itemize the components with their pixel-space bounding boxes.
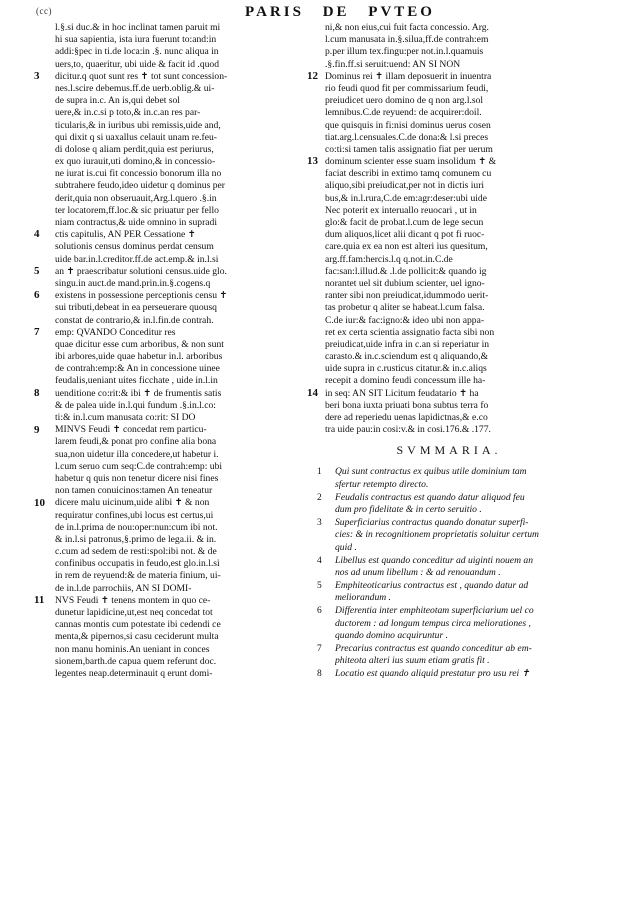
- summaria-item-line: ductorem : ad longum tempus circa meliorationes ,: [335, 617, 531, 629]
- right-column-body: [325, 22, 573, 436]
- right-column-text-line: uide supra in c.rusticus citatur.& in.c.aliqs: [325, 363, 487, 375]
- summaria-item-line: quid .: [335, 541, 357, 553]
- left-column-text-line: addi:§pec in ti.de loca:in .§. nunc aliqua in: [55, 46, 219, 58]
- right-column-text-line: ni,& non eius,cui fuit facta concessio. Arg.: [325, 22, 489, 33]
- right-column-text-line: preiudicat,uide infra in c.an si reperiatur in: [325, 338, 490, 350]
- summaria-item-line: Precarius contractus est quando conceditur ab em-: [335, 643, 532, 654]
- summaria-item: [317, 580, 573, 604]
- summaria-item-line: Qui sunt contractus ex quibus utile dominium tam: [335, 466, 527, 478]
- summaria-item-line: dum pro fidelitate & in certo seruitio .: [335, 503, 482, 515]
- folio-number: (cc): [36, 6, 52, 16]
- left-column-text-line: cannas montis cum potestate ibi cedendi ce: [55, 619, 221, 631]
- summaria-item-number: 1: [317, 467, 322, 478]
- summaria-item-line: Superficiarius contractus quando donatur superfi-: [335, 517, 529, 529]
- left-column-text-line: ter locatorem,ff.loc.& sic priuatur per fello: [55, 204, 219, 216]
- summaria-list: [317, 466, 573, 680]
- left-column-text-line: de supra in.c. An is,qui debet sol: [55, 95, 180, 107]
- summaria-item: [317, 668, 573, 680]
- summaria-item: [317, 466, 573, 490]
- summaria-item-line: phiteota alteri ius suum etiam gratis fit .: [335, 655, 490, 667]
- left-column-text-line: larem feudi,& ponat pro confine alia bona: [55, 436, 217, 448]
- left-column-text-line: & in.l.si patronus,§.primo de lega.ii. & in.: [55, 533, 217, 545]
- left-column-text-line: nes.l.scire debemus.ff.de uerb.oblig.& ui-: [55, 82, 215, 94]
- left-column-text-line: ti:& in.l.cum manusata co:rit: SI DO: [55, 412, 196, 423]
- right-column-text-line: que quisquis in fi:nisi dominus uerus cosen: [325, 119, 491, 131]
- left-column-text-line: sionem,barth.de capua quem referunt doc.: [55, 655, 217, 667]
- left-column-text-line: uers,to, quaeritur, ubi uide & facit id .quod: [55, 58, 220, 70]
- left-column-text-line: uenditione co:rit:& ibi ✝ de frumentis satis: [55, 387, 222, 399]
- right-text-column: [307, 22, 573, 682]
- summaria-item-line: Differentia inter emphiteotam superficiarium uel co: [335, 605, 534, 617]
- left-column-text-line: ticularis,& in iuribus ubi remissis,uide and,: [55, 119, 221, 131]
- left-column-text-line: emp: QVANDO Conceditur res: [55, 326, 176, 338]
- left-column-text-line: l.cum seruo cum seq:C.de contrah:emp: ubi: [55, 460, 223, 472]
- margin-note-number: 12: [307, 69, 318, 82]
- right-column-text-line: beri bona iuxta priuati bona subtus terra fo: [325, 399, 489, 411]
- right-column-text-line: .§.fin.ff.si seruit:uend: AN SI NON: [325, 58, 461, 70]
- margin-note-number: 4: [34, 228, 40, 241]
- summaria-item: [317, 491, 573, 516]
- summaria-item: [317, 605, 573, 642]
- left-column-text-line: solutionis census dominus perdat censum: [55, 241, 214, 253]
- right-column-text-line: tra uide pau:in cosi:v.& in cosi.176.& .177.: [325, 424, 491, 436]
- summaria-item-line: meliorandum .: [335, 592, 391, 604]
- left-column-text-line: ibi arbores,uide quae habetur in.l. arboribus: [55, 351, 223, 363]
- left-column-text-line: non tamen conuicinos:tamen An teneatur: [55, 485, 213, 497]
- right-column-text-line: fac:san:l.illud.& .l.de pollicit:& quando ig: [325, 265, 487, 277]
- right-column-text-line: dere ad reperiedu uenas lapidictnas,& e.co: [325, 412, 488, 423]
- left-column-text-line: de in.l.prima de nou:oper:nun:cum ibi not.: [55, 521, 218, 533]
- right-column-text-line: Dominus rei ✝ illam deposuerit in inuentra: [325, 70, 492, 82]
- summaria-item-number: 4: [317, 555, 322, 566]
- summaria-title: SVMMARIA.: [396, 443, 502, 458]
- summaria-item-line: nos ad unum libellum : & ad renouandum .: [335, 566, 501, 578]
- left-column-text-line: subtrahere feudo,ideo uidetur q dominus per: [55, 180, 225, 192]
- summaria-item-line: sfertur retempto directo.: [335, 478, 429, 490]
- left-column-text-line: non manu hominis.An ueniant in conces: [55, 643, 210, 655]
- right-column-text-line: aliquo,sibi preiudicat,per not in dictis iuri: [325, 180, 485, 192]
- left-text-column: [34, 22, 301, 680]
- right-column-text-line: Nec poterit ex interuallo reuocari , ut in: [325, 204, 477, 216]
- right-column-text-line: recepit a domino feudi concessum ille ha-: [325, 375, 486, 387]
- left-column-text-line: MINVS Feudi ✝ concedat rem particu-: [55, 424, 207, 436]
- margin-note-number: 13: [307, 155, 318, 168]
- left-column-text-line: dicitur.q quot sunt res ✝ tot sunt concession-: [55, 70, 228, 82]
- running-head: [140, 4, 540, 21]
- right-column-text-line: faciat describi in extimo tamq comunem cu: [325, 168, 492, 180]
- right-column-text-line: rio feudi quod fit per commissarium feudi,: [325, 82, 489, 94]
- summaria-item-number: 3: [317, 518, 322, 529]
- right-column-text-line: care.quia ex ea non est alteri ius quesitum,: [325, 241, 488, 253]
- left-column-text-line: ex quo iurauit,uti domino,& in concessio-: [55, 156, 216, 168]
- right-column-text-line: in seq: AN SIT Licitum feudatario ✝ ha: [325, 387, 479, 399]
- left-column-text-line: existens in possessione perceptionis censu ✝: [55, 290, 228, 302]
- right-column-text-line: ret ex certa scientia assignatio facta sibi non: [325, 326, 495, 338]
- summaria-item-number: 5: [317, 581, 322, 592]
- summaria-item-line: Emphiteoticarius contractus est , quando datur ad: [335, 580, 529, 592]
- summaria-item-number: 7: [317, 644, 322, 654]
- left-column-text-line: in rem de reyuend:& de materia finium, ui-: [55, 570, 221, 582]
- summaria-item-line: cies: & in recognitionem proprietatis soluitur certum: [335, 529, 539, 541]
- summaria-item: [317, 517, 573, 554]
- margin-note-number: 9: [34, 423, 40, 436]
- right-column-text-line: l.cum manusata in.§.silua,ff.de contrah:em: [325, 34, 489, 46]
- right-column-text-line: p.per illum tex.fingu:per not.in.l.quamuis: [325, 46, 484, 58]
- left-column-text-line: constat de contrario,& in.l.fin.de contrah.: [55, 314, 214, 326]
- left-column-text-line: l.§.si duc.& in hoc inclinat tamen paruit mi: [55, 22, 221, 33]
- margin-note-number: 14: [307, 387, 318, 399]
- left-column-text-line: ne iurat is.cui fit concessio bonorum illa no: [55, 168, 222, 180]
- right-column-text-line: tiat.arg.l.censuales.C.de dona:& l.si preces: [325, 131, 489, 143]
- left-column-text-line: dunetur lapidicine,ut,est neq concedat tot: [55, 607, 213, 618]
- left-column-text-line: uide bar.in.l.creditor.ff.de act.emp.& in.l.si: [55, 253, 219, 265]
- left-column-text-line: niam contractus,& uide omnino in supradi: [55, 217, 217, 228]
- right-column-text-line: tas probetur q aliter se habeat.l.cum falsa.: [325, 302, 485, 314]
- summaria-item-number: 8: [317, 669, 322, 680]
- right-column-text-line: carasto.& in.c.sciendum est q aliquando,&: [325, 351, 489, 363]
- left-column-text-line: ctis capitulis, AN PER Cessatione ✝: [55, 229, 196, 241]
- running-head-word-1: PARIS: [245, 4, 304, 20]
- right-column-text-line: norantet uel sit dubium scienter, uel igno-: [325, 277, 485, 289]
- left-column-text-line: sua,non uidetur illa concedere,ut habetur i.: [55, 448, 219, 460]
- summaria-item-line: Libellus est quando conceditur ad uiginti nouem an: [335, 554, 533, 566]
- left-column-text-line: & de palea uide in.l.qui fundum .§.in.l.co:: [55, 399, 216, 411]
- left-column-text-line: singu.in auct.de mand.prin.in.§.cogens.q: [55, 277, 211, 289]
- left-column-text-line: derit,quia non obseruauit,Arg.l.quero .§.in: [55, 192, 217, 204]
- right-column-text-line: co:ti:si tamen talis assignatio fiat per uerum: [325, 143, 493, 155]
- left-column-text-line: menta,& pipernos,si casu ceciderunt multa: [55, 631, 219, 643]
- left-column-text-line: requiratur confines,ubi locus est certus,ui: [55, 509, 214, 521]
- margin-note-number: 3: [34, 69, 40, 82]
- left-column-text-line: dicere malu uicinum,uide alibi ✝ & non: [55, 497, 210, 509]
- margin-note-number: 5: [34, 265, 40, 277]
- left-column-text-line: de in.l.de parrochiis, AN SI DOMI-: [55, 582, 192, 594]
- left-column-text-line: qui dixit q si uaxallus celauit unam re.feu-: [55, 131, 217, 143]
- right-column-text-line: dum aliquos,licet alii dicant q pot fi ruoc-: [325, 229, 485, 241]
- summaria-section: [317, 443, 573, 680]
- left-column-text-line: hi sua sapientia, ista iura fuerunt to:and:in: [55, 34, 217, 46]
- margin-note-number: 11: [34, 594, 45, 607]
- summaria-item-number: 2: [317, 492, 322, 503]
- right-column-text-line: preiudicet uero domino de q non arg.l.sol: [325, 95, 484, 107]
- left-column-text-line: de contrah:emp:& An in concessione uinee: [55, 363, 220, 375]
- right-column-text-line: lemnibus.C.de reyuend: de acquirer:doil.: [325, 107, 482, 119]
- left-column-text-line: habetur q quis non tenetur dicere nisi fines: [55, 472, 219, 484]
- margin-note-number: 8: [34, 387, 40, 399]
- left-column-text-line: legentes neap.determinauit q erunt domi-: [55, 667, 213, 679]
- right-column-text-line: glo:& facit de probat.l.cum de lege secun: [325, 217, 484, 228]
- right-column-text-line: ranter sibi non preiudicat,idummodo uerit-: [325, 290, 489, 302]
- left-column-text-line: quae dicitur esse cum arboribus, & non sunt: [55, 338, 224, 350]
- margin-note-number: 6: [34, 289, 40, 302]
- left-column-text-line: feudalis,ueniant uites ficchate , uide in.l.in: [55, 375, 218, 387]
- right-column-text-line: arg.ff.fam:hercis.l.q q.not.in.C.de: [325, 253, 453, 265]
- margin-note-number: 7: [34, 326, 40, 338]
- left-column-text-line: confinibus occupatis in feudo,est glo.in.l.si: [55, 558, 220, 570]
- right-column-text-line: dominum scienter esse suam insolidum ✝ &: [325, 156, 497, 168]
- left-column-text-line: sui tributi,debeat in ea perseuerare quousq: [55, 302, 217, 314]
- summaria-item: [317, 643, 573, 667]
- summaria-item-line: quando domino acquiruntur .: [335, 629, 448, 641]
- right-column-text-line: bus,& in.l.rura,C.de em:agr:deser:ubi uide: [325, 192, 487, 204]
- summaria-item-line: Locatio est quando aliquid prestatur pro usu rei ✝: [335, 668, 530, 680]
- summaria-item-line: Feudalis contractus est quando datur aliquod feu: [335, 491, 525, 503]
- right-column-text-line: C.de iur:& fac:igno:& ideo ubi non appa-: [325, 314, 485, 326]
- left-column-text-line: di dolose q aliam perdit,quia est periurus,: [55, 143, 214, 155]
- left-column-text-line: uere,& in.c.si p toto,& in.c.an res par-: [55, 107, 201, 119]
- running-head-word-2: DE: [322, 4, 350, 20]
- summaria-item-number: 6: [317, 606, 322, 617]
- running-head-word-3: PVTEO: [368, 4, 435, 20]
- margin-note-number: 10: [34, 496, 45, 509]
- summaria-item: [317, 554, 573, 579]
- left-column-text-line: NVS Feudi ✝ tenens montem in quo ce-: [55, 594, 211, 606]
- left-column-text-line: an ✝ praescribatur solutioni census.uide glo.: [55, 265, 227, 277]
- left-column-text-line: c.cum ad sedem de resti:spol:ibi not. & de: [55, 546, 217, 558]
